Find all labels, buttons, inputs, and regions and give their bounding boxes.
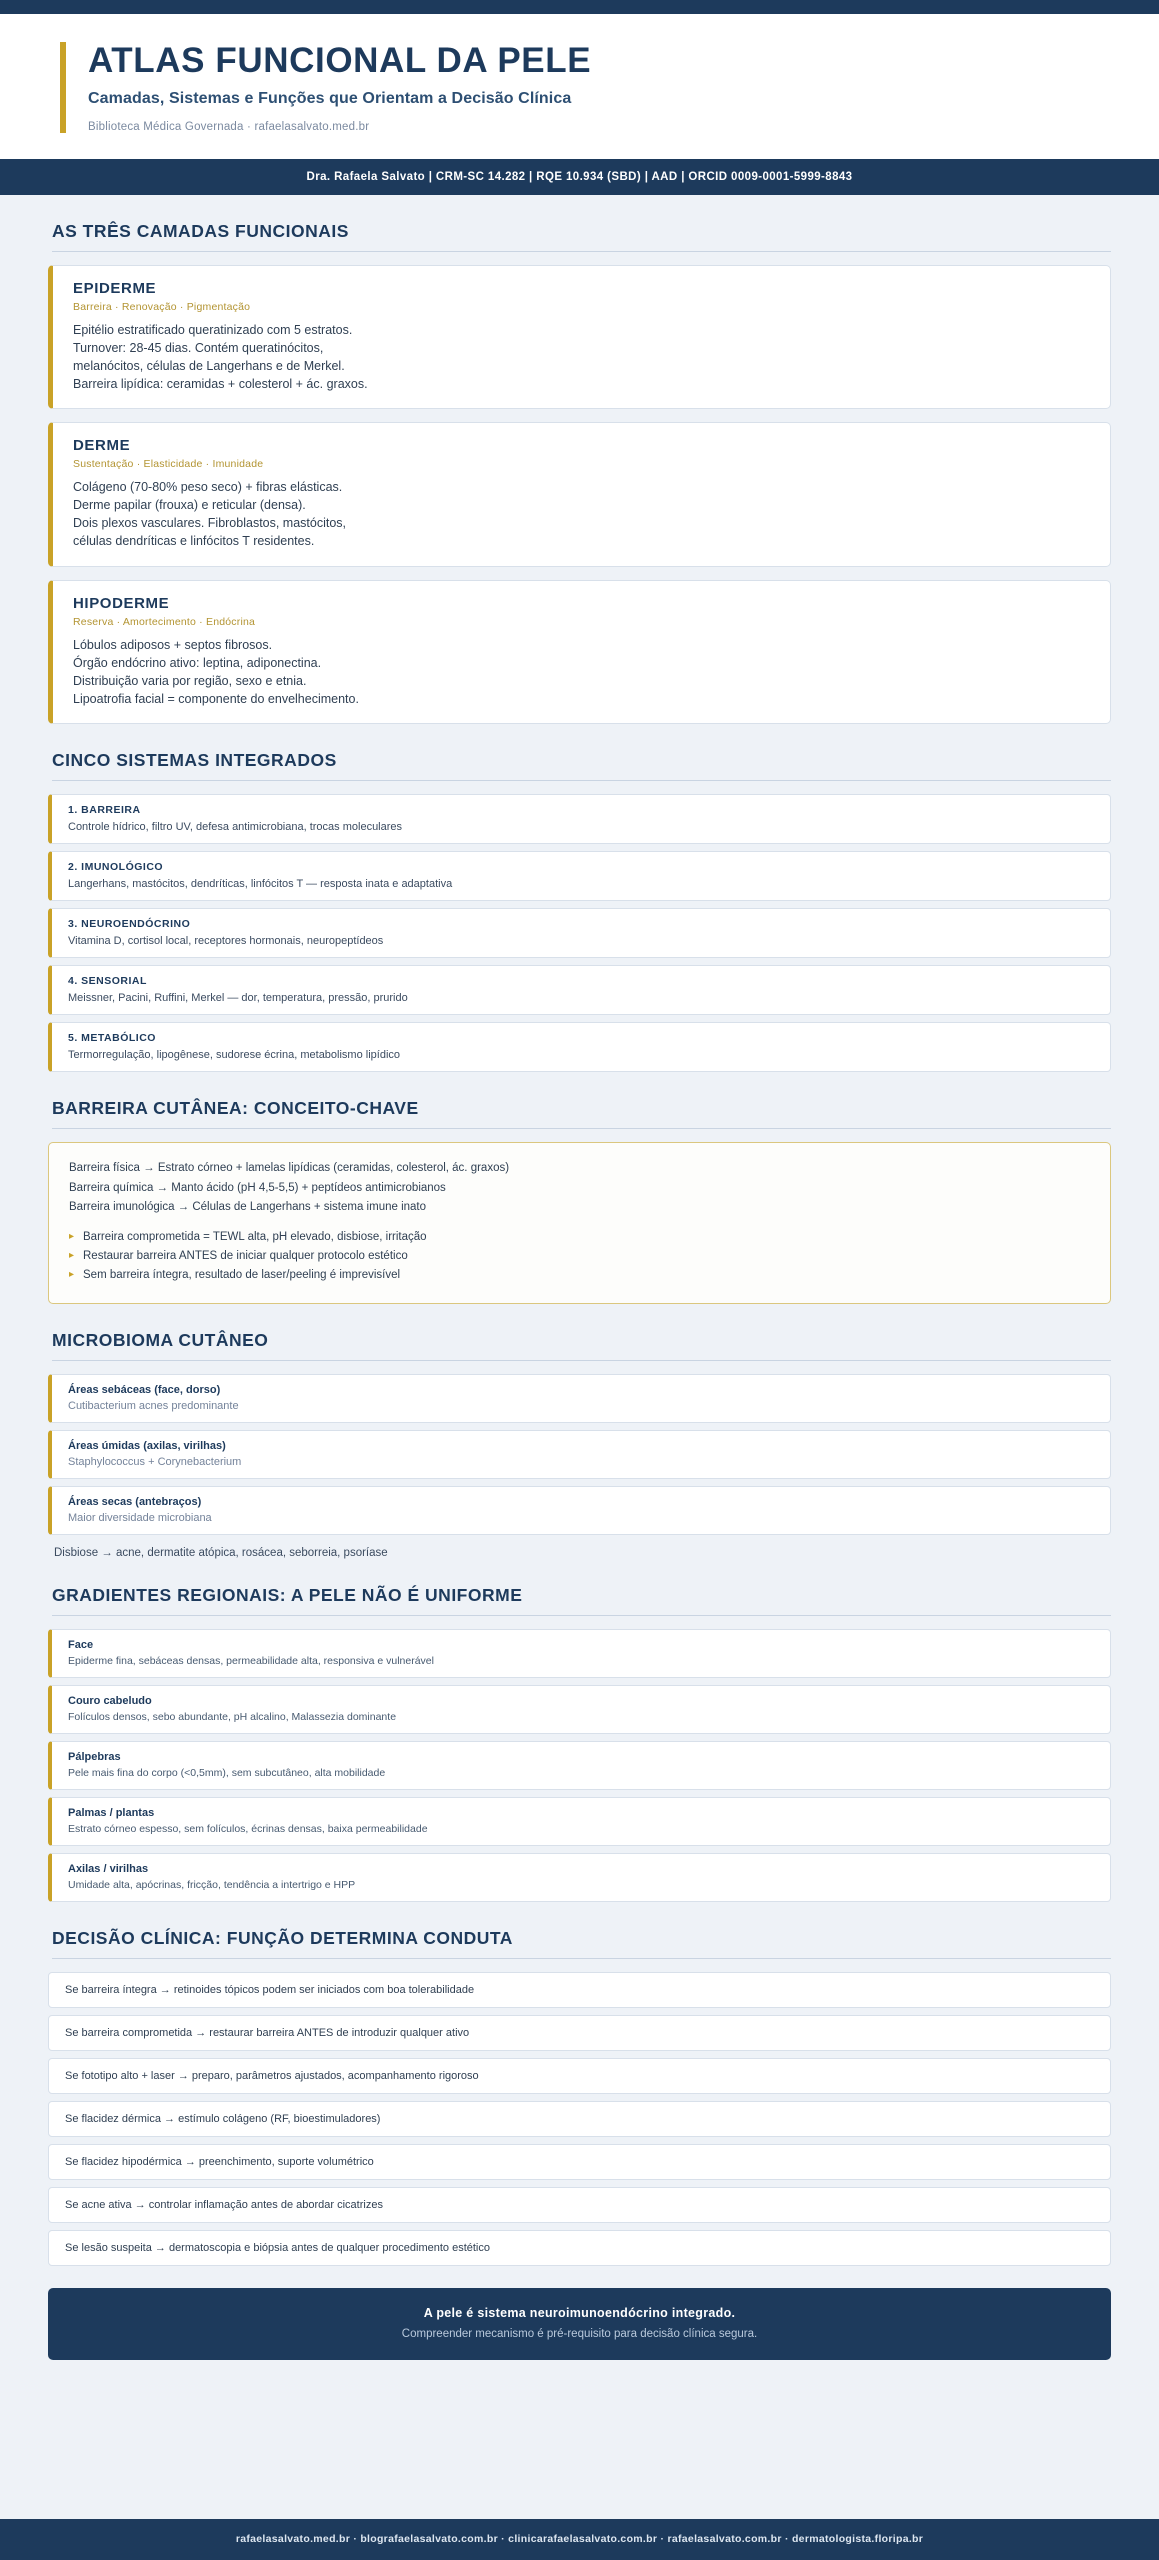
footer-links: [0, 2519, 1159, 2560]
page-title: ATLAS FUNCIONAL DA PELE: [88, 41, 592, 80]
layer-lines: [73, 636, 1090, 709]
header-meta: Biblioteca Médica Governada · rafaelasalvato.med.br: [88, 120, 370, 133]
regional-row: [48, 1741, 1111, 1790]
microbiome-row: [48, 1430, 1111, 1479]
layer-card-hipoderme: [48, 580, 1111, 725]
system-row: [48, 1022, 1111, 1072]
document-header: [0, 14, 1159, 159]
system-row: [48, 965, 1111, 1015]
credentials-bar: Dra. Rafaela Salvato | CRM-SC 14.282 | RQE 10.934 (SBD) | AAD | ORCID 0009-0001-5999-8843: [0, 159, 1159, 195]
barrier-line: Barreira química → Manto ácido (pH 4,5-5,5) + peptídeos antimicrobianos: [69, 1181, 446, 1194]
section-title-systems: CINCO SISTEMAS INTEGRADOS: [52, 750, 1111, 781]
section-title-regional: GRADIENTES REGIONAIS: A PELE NÃO É UNIFORME: [52, 1585, 1111, 1616]
decision-row: Se fototipo alto + laser → preparo, parâmetros ajustados, acompanhamento rigoroso: [48, 2058, 1111, 2094]
layer-card-epiderme: [48, 265, 1111, 410]
section-title-layers: AS TRÊS CAMADAS FUNCIONAIS: [52, 221, 1111, 252]
system-title: 5. METABÓLICO: [68, 1032, 156, 1044]
microbiome-area: Áreas úmidas (axilas, virilhas): [68, 1439, 226, 1452]
decision-row: Se acne ativa → controlar inflamação antes de abordar cicatrizes: [48, 2187, 1111, 2223]
layer-line: Turnover: 28-45 dias. Contém queratinócitos,: [73, 340, 324, 355]
system-title: 1. BARREIRA: [68, 804, 141, 816]
regional-desc: Folículos densos, sebo abundante, pH alcalino, Malassezia dominante: [68, 1710, 397, 1723]
microbiome-desc: Maior diversidade microbiana: [68, 1511, 212, 1524]
regional-row: [48, 1629, 1111, 1678]
decision-row: Se barreira íntegra → retinoides tópicos podem ser iniciados com boa tolerabilidade: [48, 1972, 1111, 2008]
microbiome-area: Áreas secas (antebraços): [68, 1495, 202, 1508]
system-desc: Vitamina D, cortisol local, receptores hormonais, neuropeptídeos: [68, 935, 384, 947]
barrier-bullet: ▸ Sem barreira íntegra, resultado de laser/peeling é imprevisível: [69, 1266, 1090, 1285]
layer-tags: Reserva · Amortecimento · Endócrina: [73, 615, 256, 628]
barrier-bullets: [69, 1228, 1090, 1285]
layer-line: Derme papilar (frouxa) e reticular (densa).: [73, 498, 306, 513]
microbiome-note: Disbiose → acne, dermatite atópica, rosácea, seborreia, psoríase: [54, 1546, 388, 1559]
system-title: 2. IMUNOLÓGICO: [68, 861, 164, 873]
barrier-bullet: ▸ Barreira comprometida = TEWL alta, pH elevado, disbiose, irritação: [69, 1228, 1090, 1247]
decision-row: Se flacidez hipodérmica → preenchimento, suporte volumétrico: [48, 2144, 1111, 2180]
layer-line: Dois plexos vasculares. Fibroblastos, mastócitos,: [73, 516, 347, 531]
header-inner: [60, 42, 1099, 133]
footer-text: rafaelasalvato.med.br · blografaelasalvato.com.br · clinicarafaelasalvato.com.br · rafaelasalvato.com.br · dermatologista.floripa.br: [235, 2533, 924, 2545]
layer-line: Lipoatrofia facial = componente do envelhecimento.: [73, 691, 359, 706]
regional-area: Face: [68, 1638, 94, 1651]
microbiome-desc: Cutibacterium acnes predominante: [68, 1399, 239, 1412]
decision-row: Se barreira comprometida → restaurar barreira ANTES de introduzir qualquer ativo: [48, 2015, 1111, 2051]
layer-line: Lóbulos adiposos + septos fibrosos.: [73, 637, 273, 652]
regional-desc: Pele mais fina do corpo (<0,5mm), sem subcutâneo, alta mobilidade: [68, 1766, 386, 1779]
layer-tags: Barreira · Renovação · Pigmentação: [73, 300, 251, 313]
regional-area: Palmas / plantas: [68, 1806, 155, 1819]
regional-area: Couro cabeludo: [68, 1694, 152, 1707]
layer-line: Colágeno (70-80% peso seco) + fibras elásticas.: [73, 480, 343, 494]
barrier-line: Barreira imunológica → Células de Langerhans + sistema imune inato: [69, 1201, 427, 1214]
system-title: 4. SENSORIAL: [68, 975, 147, 987]
system-desc: Langerhans, mastócitos, dendríticas, linfócitos T — resposta inata e adaptativa: [68, 878, 453, 890]
layer-line: Órgão endócrino ativo: leptina, adiponectina.: [73, 655, 322, 670]
microbiome-area: Áreas sebáceas (face, dorso): [68, 1383, 221, 1396]
document-content: [0, 195, 1159, 2498]
barrier-line: Barreira física → Estrato córneo + lamelas lipídicas (ceramidas, colesterol, ác. graxos): [69, 1162, 510, 1174]
microbiome-desc: Staphylococcus + Corynebacterium: [68, 1455, 242, 1468]
closing-main: A pele é sistema neuroimunoendócrino integrado.: [423, 2305, 736, 2320]
layer-line: Distribuição varia por região, sexo e etnia.: [73, 673, 307, 688]
section-title-decision: DECISÃO CLÍNICA: FUNÇÃO DETERMINA CONDUTA: [52, 1928, 1111, 1959]
layer-line: Barreira lipídica: ceramidas + colesterol + ác. graxos.: [73, 376, 368, 391]
layer-card-derme: [48, 422, 1111, 567]
decision-row: Se flacidez dérmica → estímulo colágeno (RF, bioestimuladores): [48, 2101, 1111, 2137]
regional-row: [48, 1685, 1111, 1734]
layer-line: Epitélio estratificado queratinizado com 5 estratos.: [73, 322, 353, 337]
barrier-bullet: ▸ Restaurar barreira ANTES de iniciar qualquer protocolo estético: [69, 1247, 1090, 1266]
layer-lines: [73, 478, 1090, 551]
system-row: [48, 794, 1111, 844]
regional-row: [48, 1797, 1111, 1846]
closing-statement: [48, 2288, 1111, 2360]
section-title-barrier: BARREIRA CUTÂNEA: CONCEITO-CHAVE: [52, 1098, 1111, 1129]
barrier-concept-box: [48, 1142, 1111, 1304]
decision-row: Se lesão suspeita → dermatoscopia e biópsia antes de qualquer procedimento estético: [48, 2230, 1111, 2266]
layer-line: melanócitos, células de Langerhans e de Merkel.: [73, 358, 345, 373]
layer-tags: Sustentação · Elasticidade · Imunidade: [73, 458, 264, 470]
regional-area: Pálpebras: [68, 1750, 121, 1763]
regional-desc: Epiderme fina, sebáceas densas, permeabilidade alta, responsiva e vulnerável: [68, 1654, 434, 1667]
section-title-microbiome: MICROBIOMA CUTÂNEO: [52, 1330, 1111, 1361]
system-row: [48, 908, 1111, 958]
system-row: [48, 851, 1111, 901]
regional-row: [48, 1853, 1111, 1902]
closing-sub: Compreender mecanismo é pré-requisito para decisão clínica segura.: [401, 2327, 758, 2340]
system-desc: Termorregulação, lipogênese, sudorese écrina, metabolismo lipídico: [68, 1049, 401, 1061]
microbiome-row: [48, 1374, 1111, 1423]
microbiome-row: [48, 1486, 1111, 1535]
system-title: 3. NEUROENDÓCRINO: [68, 918, 191, 930]
regional-desc: Estrato córneo espesso, sem folículos, écrinas densas, baixa permeabilidade: [68, 1822, 428, 1835]
system-desc: Meissner, Pacini, Ruffini, Merkel — dor, temperatura, pressão, prurido: [68, 992, 408, 1004]
page-subtitle: Camadas, Sistemas e Funções que Orientam a Decisão Clínica: [88, 89, 572, 107]
layer-name: HIPODERME: [73, 594, 170, 612]
system-desc: Controle hídrico, filtro UV, defesa antimicrobiana, trocas moleculares: [68, 821, 403, 833]
layer-line: células dendríticas e linfócitos T residentes.: [73, 534, 315, 549]
layer-lines: [73, 321, 1090, 394]
layer-name: DERME: [73, 437, 131, 454]
regional-desc: Umidade alta, apócrinas, fricção, tendência a intertrigo e HPP: [68, 1878, 356, 1891]
top-accent-bar: [0, 0, 1159, 14]
layer-name: EPIDERME: [73, 279, 157, 297]
regional-area: Axilas / virilhas: [68, 1862, 149, 1875]
